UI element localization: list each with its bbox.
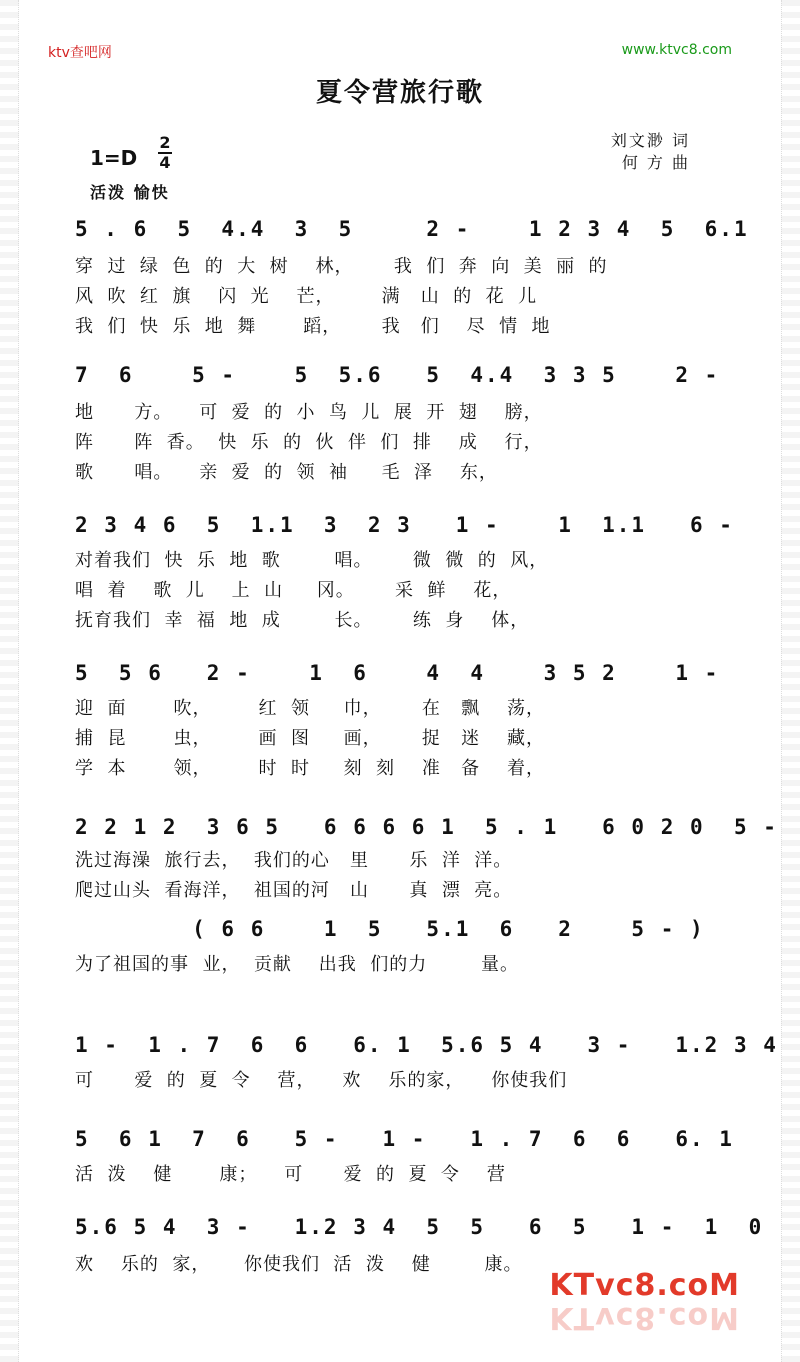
lyric-line: 可 爱 的 夏 令 营， 欢 乐的家， 你使我们 — [75, 1070, 568, 1091]
tempo-marking: 活泼 愉快 — [90, 183, 170, 202]
lyricist-credit: 刘文渺 词 — [610, 131, 690, 150]
lyric-line: 唱 着 歌 儿 上 山 冈。 采 鲜 花， — [75, 580, 512, 601]
site-name-left: ktv查吧网 — [48, 45, 112, 61]
time-signature — [158, 133, 172, 172]
lyric-line: 对着我们 快 乐 地 歌 唱。 微 微 的 风， — [75, 550, 549, 571]
lyric-line: 穿 过 绿 色 的 大 树 林， 我 们 奔 向 美 丽 的 — [75, 256, 608, 277]
time-bottom: 4 — [159, 153, 171, 172]
lyric-line: 阵 阵 香。 快 乐 的 伙 伴 们 排 成 行， — [75, 432, 543, 453]
lyric-line: 活 泼 健 康； 可 爱 的 夏 令 营 — [75, 1164, 506, 1185]
notation-line: ( 6 6 1 5 5.1 6 2 5 - ) — [75, 917, 705, 941]
notation-line: 5 6 1 7 6 5 - 1 - 1 . 7 6 6 6. 1 — [75, 1127, 734, 1151]
song-title: 夏令营旅行歌 — [315, 78, 484, 108]
lyric-line: 学 本 领， 时 时 刻 刻 准 备 着， — [75, 758, 545, 779]
notation-line: 2 3 4 6 5 1.1 3 2 3 1 - 1 1.1 6 - — [75, 513, 734, 537]
time-top: 2 — [159, 133, 171, 152]
lyric-line: 洗过海澡 旅行去， 我们的心 里 乐 洋 洋。 — [75, 850, 513, 871]
lyric-line: 欢 乐的 家， 你使我们 活 泼 健 康。 — [75, 1254, 523, 1275]
lyric-line: 歌 唱。 亲 爱 的 领 袖 毛 泽 东， — [75, 462, 498, 483]
right-watermark-strip — [781, 0, 800, 1362]
lyric-line: 风 吹 红 旗 闪 光 芒， 满 山 的 花 儿 — [75, 286, 538, 307]
site-logo-reflection: KTvc8.coM — [549, 1300, 740, 1335]
lyric-line: 地 方。 可 爱 的 小 鸟 儿 展 开 翅 膀， — [75, 402, 543, 423]
left-watermark-strip — [0, 0, 19, 1362]
site-url-right: www.ktvc8.com — [621, 42, 732, 58]
site-logo: KTvc8.coM — [549, 1268, 740, 1303]
notation-line: 5.6 5 4 3 - 1.2 3 4 5 5 6 5 1 - 1 0 — [75, 1215, 764, 1239]
lyric-line: 迎 面 吹， 红 领 巾， 在 飘 荡， — [75, 698, 545, 719]
notation-line: 5 . 6 5 4.4 3 5 2 - 1 2 3 4 5 6.1 — [75, 217, 749, 241]
lyric-line: 为了祖国的事 业， 贡献 出我 们的力 量。 — [75, 954, 519, 975]
lyric-line: 爬过山头 看海洋， 祖国的河 山 真 漂 亮。 — [75, 880, 513, 901]
key-signature: 1=D — [90, 146, 138, 170]
lyric-line: 抚育我们 幸 福 地 成 长。 练 身 体， — [75, 610, 530, 631]
lyric-line: 捕 昆 虫， 画 图 画， 捉 迷 藏， — [75, 728, 545, 749]
notation-line: 5 5 6 2 - 1 6 4 4 3 5 2 1 - — [75, 661, 720, 685]
notation-line: 7 6 5 - 5 5.6 5 4.4 3 3 5 2 - — [75, 363, 720, 387]
lyric-line: 我 们 快 乐 地 舞 蹈， 我 们 尽 情 地 — [75, 316, 551, 337]
notation-line: 2 2 1 2 3 6 5 6 6 6 6 1 5 . 1 6 0 2 0 5 - — [75, 815, 778, 839]
notation-line: 1 - 1 . 7 6 6 6. 1 5.6 5 4 3 - 1.2 3 4 — [75, 1033, 778, 1057]
composer-credit: 何 方 曲 — [621, 153, 690, 172]
